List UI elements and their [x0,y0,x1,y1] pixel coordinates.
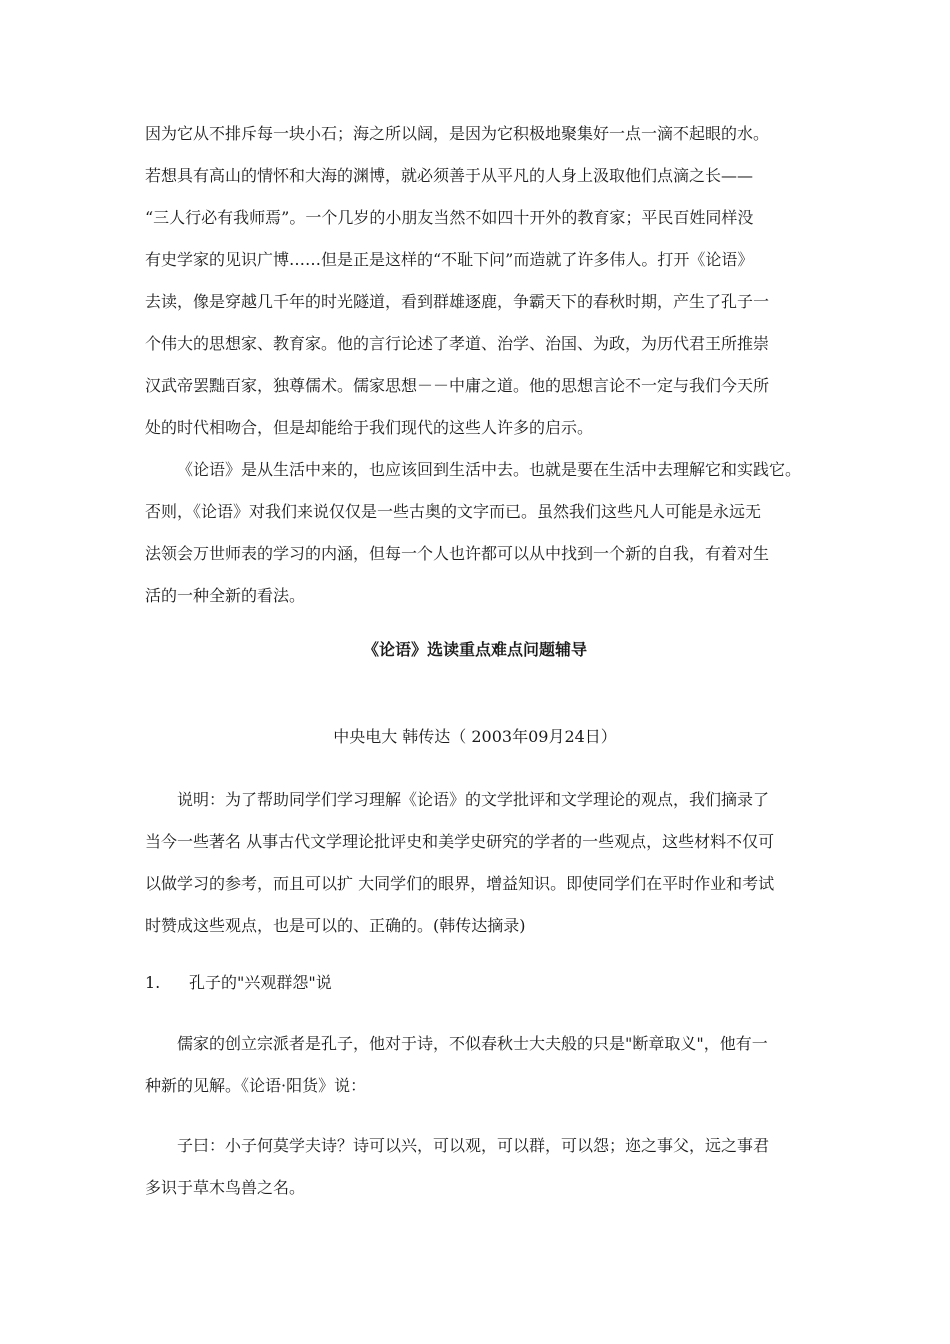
text-line: “三人行必有我师焉”。一个几岁的小朋友当然不如四十开外的教育家；平民百姓同样没 [145,208,754,227]
text-line: 时赞成这些观点，也是可以的、正确的。(韩传达摘录) [145,916,526,935]
text-line: 种新的见解。《论语·阳货》说： [145,1076,367,1095]
text-line: 法领会万世师表的学习的内涵，但每一个人也许都可以从中找到一个新的自我，有着对生 [145,544,770,563]
text-line: 《论语》是从生活中来的，也应该回到生活中去。也就是要在生活中去理解它和实践它。 [177,460,802,479]
text-line: 有史学家的见识广博……但是正是这样的“不耻下问”而造就了许多伟人。打开《论语》 [145,250,754,269]
text-line: 否则，《论语》对我们来说仅仅是一些古奥的文字而已。虽然我们这些凡人可能是永远无 [145,502,762,521]
item-number: 1. [145,973,161,992]
section-title: 《论语》选读重点难点问题辅导 [362,640,587,659]
text-line: 汉武帝罢黜百家，独尊儒术。儒家思想－－中庸之道。他的思想言论不一定与我们今天所 [145,376,770,395]
text-line: 当今一些著名 从事古代文学理论批评史和美学史研究的学者的一些观点，这些材料不仅可 [145,832,775,851]
text-line: 若想具有高山的情怀和大海的渊博，就必须善于从平凡的人身上汲取他们点滴之长—— [145,166,754,185]
item-heading-text: 孔子的"兴观群怨"说 [189,973,332,992]
text-line: 去读，像是穿越几千年的时光隧道，看到群雄逐鹿，争霸天下的春秋时期，产生了孔子一 [145,292,770,311]
byline: 中央电大 韩传达（ 2003年09月24日） [333,727,617,746]
text-line: 说明：为了帮助同学们学习理解《论语》的文学批评和文学理论的观点，我们摘录了 [177,790,770,809]
text-line: 多识于草木鸟兽之名。 [145,1178,306,1197]
text-line: 以做学习的参考，而且可以扩 大同学们的眼界，增益知识。即使同学们在平时作业和考试 [145,874,775,893]
text-line: 个伟大的思想家、教育家。他的言行论述了孝道、治学、治国、为政，为历代君王所推崇 [145,334,770,353]
text-line: 子曰：小子何莫学夫诗？诗可以兴，可以观，可以群，可以怨；迩之事父，远之事君 [177,1136,770,1155]
text-line: 儒家的创立宗派者是孔子，他对于诗，不似春秋士大夫般的只是"断章取义"，他有一 [177,1034,768,1053]
text-line: 活的一种全新的看法。 [145,586,306,605]
text-line: 处的时代相吻合，但是却能给于我们现代的这些人许多的启示。 [145,418,594,437]
text-line: 因为它从不排斥每一块小石；海之所以阔，是因为它积极地聚集好一点一滴不起眼的水。 [145,124,770,143]
